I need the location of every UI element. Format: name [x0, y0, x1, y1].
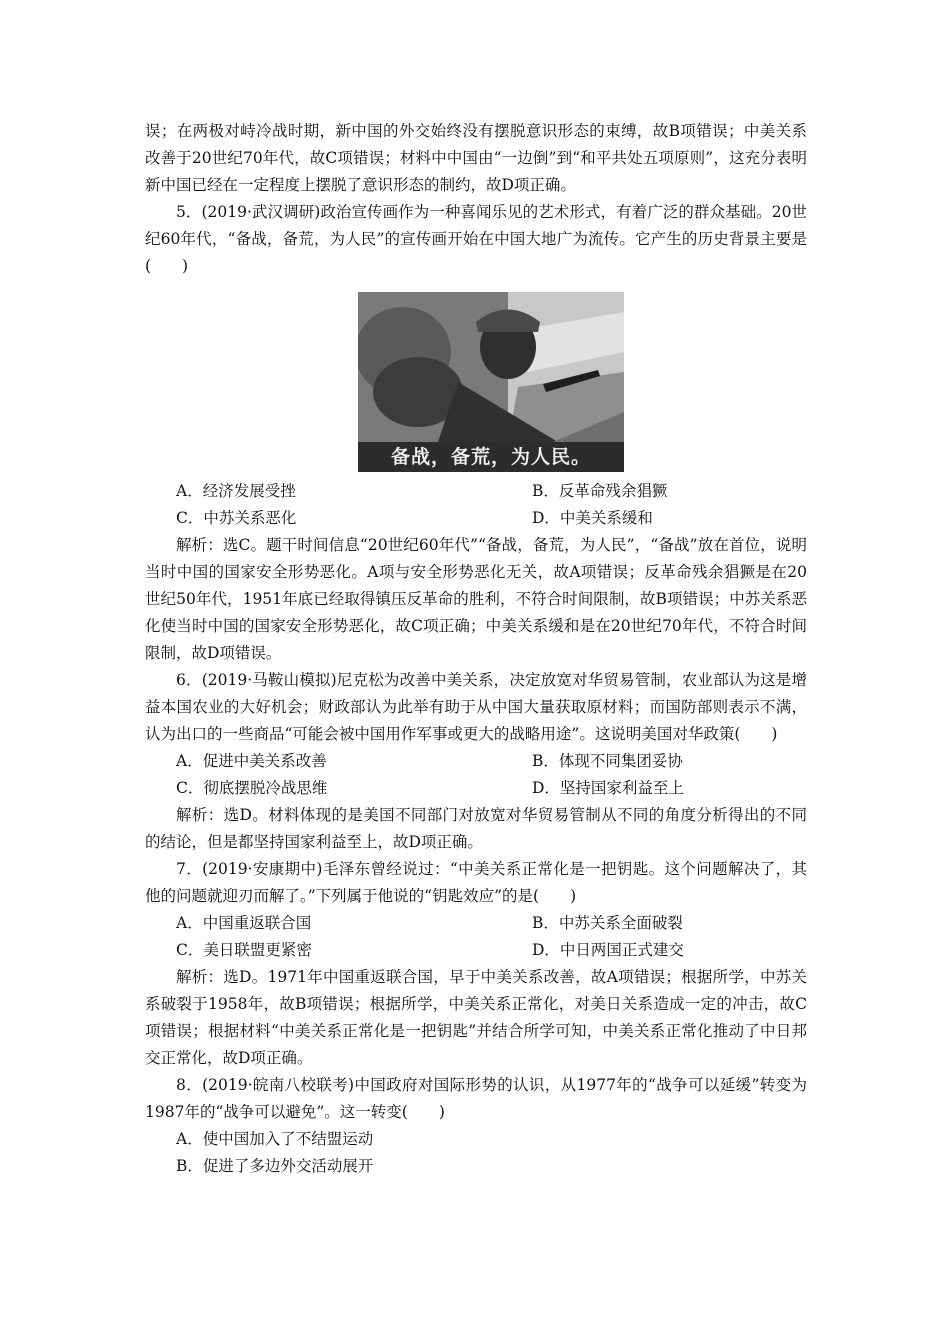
propaganda-poster-image — [358, 292, 624, 472]
poster-caption: 备战，备荒，为人民。 — [358, 442, 624, 472]
question-6-options-row-2 — [145, 775, 807, 802]
question-5-stem: 5．(2019·武汉调研)政治宣传画作为一种喜闻乐见的艺术形式，有着广泛的群众基础。20世纪60年代，“备战，备荒，为人民”的宣传画开始在中国大地广为流传。它产生的历史背景主要是( ) — [145, 203, 807, 275]
question-8-stem: 8．(2019·皖南八校联考)中国政府对国际形势的认识，从1977年的“战争可以延缓”转变为1987年的“战争可以避免”。这一转变( ) — [145, 1076, 807, 1121]
question-6-analysis: 解析：选D。材料体现的是美国不同部门对放宽对华贸易管制从不同的角度分析得出的不同的结论，但是都坚持国家利益至上，故D项正确。 — [145, 806, 807, 851]
question-5-options-row-1 — [145, 478, 807, 505]
option-a: A．中国重返联合国 — [176, 914, 312, 932]
option-b: B．体现不同集团妥协 — [532, 752, 683, 770]
intro-paragraph: 误；在两极对峙冷战时期，新中国的外交始终没有摆脱意识形态的束缚，故B项错误；中美关系改善于20世纪70年代，故C项错误；材料中中国由“一边倒”到“和平共处五项原则”，这充分表明新中国已经在一定程度上摆脱了意识形态的制约，故D项正确。 — [145, 122, 807, 194]
option-a: A．促进中美关系改善 — [176, 752, 327, 770]
question-7-options-row-1 — [145, 910, 807, 937]
question-7-options-row-2 — [145, 937, 807, 964]
option-b: B．反革命残余猖獗 — [532, 482, 668, 500]
option-c: C．彻底摆脱冷战思维 — [176, 779, 328, 797]
question-5-options-row-2 — [145, 505, 807, 532]
question-7-stem: 7．(2019·安康期中)毛泽东曾经说过：“中美关系正常化是一把钥匙。这个问题解决了，其他的问题就迎刃而解了。”下列属于他说的“钥匙效应”的是( ) — [145, 860, 807, 905]
document-page — [145, 118, 807, 1180]
question-8-option-b: B．促进了多边外交活动展开 — [176, 1157, 374, 1175]
option-d: D．坚持国家利益至上 — [532, 779, 684, 797]
option-a: A．经济发展受挫 — [176, 482, 296, 500]
option-c: C．美日联盟更紧密 — [176, 941, 312, 959]
option-d: D．中美关系缓和 — [532, 509, 653, 527]
question-5-analysis: 解析：选C。题干时间信息“20世纪60年代”“备战，备荒，为人民”，“备战”放在首位，说明当时中国的国家安全形势恶化。A项与安全形势恶化无关，故A项错误；反革命残余猖獗是在20世纪50年代，1951年底已经取得镇压反革命的胜利，不符合时间限制，故B项错误；中苏关系恶化使当时中国的国家安全形势恶化，故C项正确；中美关系缓和是在20世纪70年代，不符合时间限制，故D项错误。 — [145, 536, 807, 662]
question-6-stem: 6．(2019·马鞍山模拟)尼克松为改善中美关系，决定放宽对华贸易管制，农业部认为这是增益本国农业的大好机会；财政部认为此举有助于从中国大量获取原材料；而国防部则表示不满，认为出口的一些商品“可能会被中国用作军事或更大的战略用途”。这说明美国对华政策( ) — [145, 671, 807, 743]
option-c: C．中苏关系恶化 — [176, 509, 297, 527]
question-6-options-row-1 — [145, 748, 807, 775]
option-b: B．中苏关系全面破裂 — [532, 914, 683, 932]
option-d: D．中日两国正式建交 — [532, 941, 684, 959]
question-8-option-a: A．使中国加入了不结盟运动 — [176, 1130, 374, 1148]
question-7-analysis: 解析：选D。1971年中国重返联合国，早于中美关系改善，故A项错误；根据所学，中苏关系破裂于1958年，故B项错误；根据所学，中美关系正常化，对美日关系造成一定的冲击，故C项错误；根据材料“中美关系正常化是一把钥匙”并结合所学可知，中美关系正常化推动了中日邦交正常化，故D项正确。 — [145, 968, 807, 1067]
